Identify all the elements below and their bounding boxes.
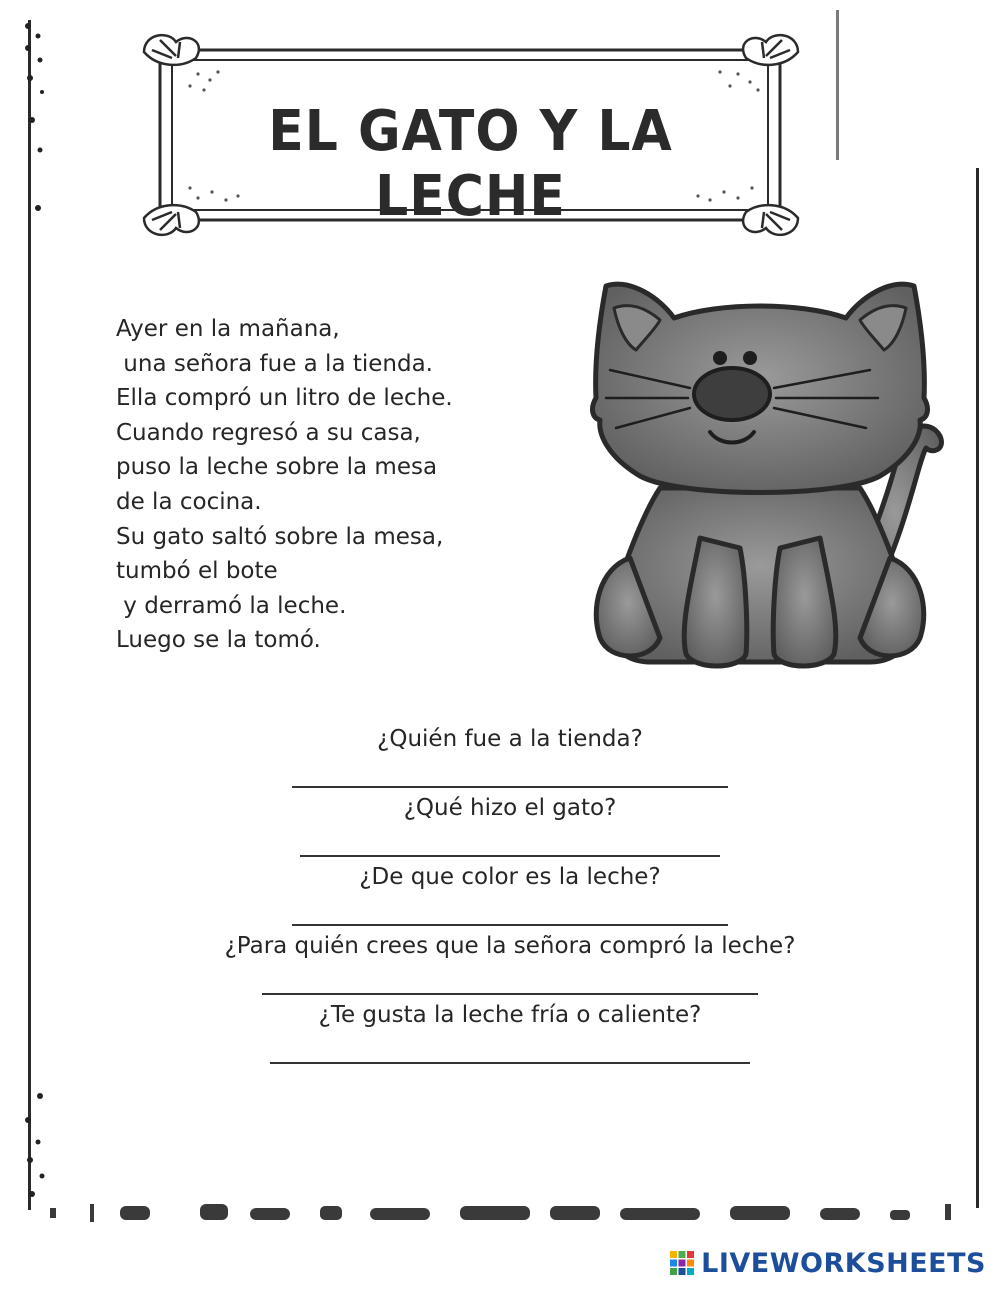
answer-line-2[interactable] [300, 855, 720, 857]
question-text: ¿Qué hizo el gato? [403, 795, 617, 821]
question-item [60, 864, 960, 933]
story-line: puso la leche sobre la mesa [116, 454, 438, 481]
story-line: una señora fue a la tienda. [116, 350, 433, 377]
answer-line-3[interactable] [292, 924, 728, 926]
question-item [60, 1002, 960, 1071]
page-border-top-right [836, 10, 839, 160]
liveworksheets-logo-icon [669, 1250, 695, 1276]
story-line: Ayer en la mañana, [116, 316, 340, 342]
question-text: ¿De que color es la leche? [359, 864, 661, 890]
question-item [60, 933, 960, 1002]
question-text: ¿Te gusta la leche fría o caliente? [318, 1002, 702, 1028]
title-banner [138, 28, 803, 243]
liveworksheets-logo[interactable] [669, 1246, 986, 1280]
story-line: Su gato saltó sobre la mesa, [116, 523, 444, 550]
worksheet-title: EL GATO Y LA LECHE [268, 99, 673, 229]
cat-icon [570, 258, 970, 678]
question-item [60, 795, 960, 864]
brand-label: LIVEWORKSHEETS [701, 1247, 986, 1279]
story-line: Cuando regresó a su casa, [116, 419, 421, 446]
answer-line-1[interactable] [292, 786, 728, 788]
story-line: Ella compró un litro de leche. [116, 385, 453, 412]
story-line: Luego se la tomó. [116, 627, 321, 654]
decorative-dots-top [20, 20, 60, 220]
answer-line-4[interactable] [262, 993, 758, 995]
answer-line-5[interactable] [270, 1062, 750, 1064]
question-item [60, 726, 960, 795]
scan-edge-artifact [50, 1200, 970, 1224]
question-text: ¿Para quién crees que la señora compró la leche? [224, 933, 796, 959]
story-line: de la cocina. [116, 488, 262, 515]
questions-section [60, 726, 960, 1071]
story-text [116, 312, 546, 658]
page-border-right [976, 168, 979, 1208]
question-text: ¿Quién fue a la tienda? [377, 726, 643, 752]
story-line: tumbó el bote [116, 558, 278, 585]
decorative-dots-bottom [20, 1090, 60, 1200]
story-line: y derramó la leche. [116, 592, 347, 619]
